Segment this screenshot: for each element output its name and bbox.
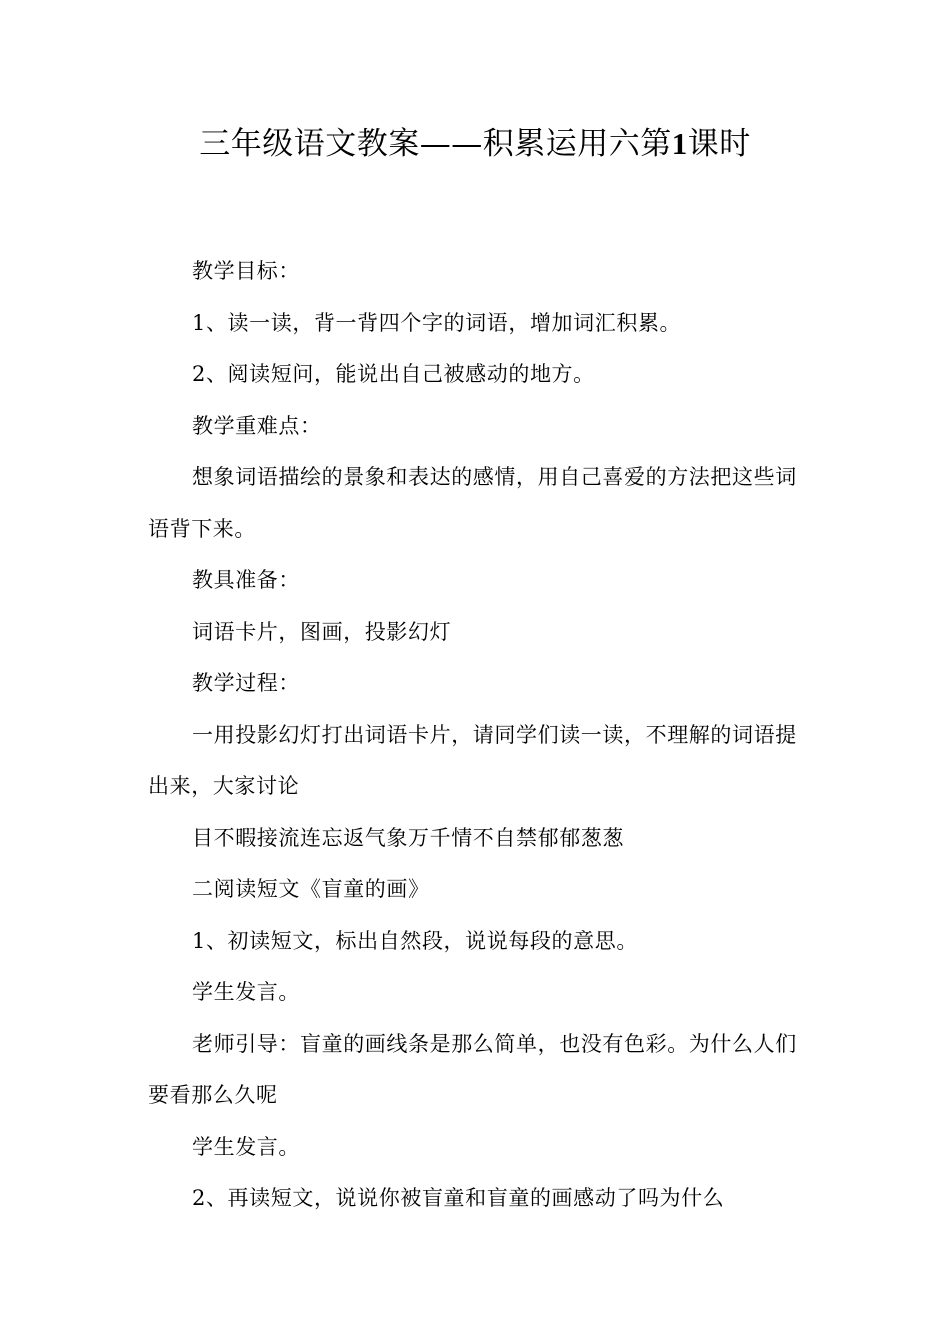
teacher-guidance: 老师引导：盲童的画线条是那么简单，也没有色彩。为什么人们要看那么久呢 xyxy=(148,1031,797,1107)
goal-item-1: 1、读一读，背一背四个字的词语，增加词汇积累。 xyxy=(192,310,682,335)
heading-teaching-process: 教学过程： xyxy=(192,671,300,695)
goal-item-2: 2、阅读短问，能说出自己被感动的地方。 xyxy=(192,362,595,386)
heading-key-difficulties: 教学重难点： xyxy=(192,413,322,438)
key-difficulties-text: 想象词语描绘的景象和表达的感情，用自己喜爱的方法把这些词语背下来。 xyxy=(148,465,797,541)
title-lesson-number: 1 xyxy=(671,126,688,161)
heading-teaching-goals: 教学目标： xyxy=(192,259,300,283)
vocabulary-list: 目不暇接流连忘返气象万千情不自禁郁郁葱葱 xyxy=(192,825,624,850)
process-step-2: 二阅读短文《盲童的画》 xyxy=(192,877,430,901)
heading-teaching-aids: 教具准备： xyxy=(192,568,300,592)
reading-task-2: 2、再读短文，说说你被盲童和盲童的画感动了吗为什么 xyxy=(192,1186,725,1210)
student-response-1: 学生发言。 xyxy=(192,980,300,1004)
reading-task-1: 1、初读短文，标出自然段，说说每段的意思。 xyxy=(192,928,638,953)
teaching-aids-text: 词语卡片，图画，投影幻灯 xyxy=(192,619,452,644)
student-response-2: 学生发言。 xyxy=(192,1134,300,1159)
process-step-1: 一用投影幻灯打出词语卡片，请同学们读一读，不理解的词语提出来，大家讨论 xyxy=(148,722,797,798)
document-body xyxy=(148,246,808,1225)
document-title xyxy=(0,122,950,166)
title-text-after: 课时 xyxy=(687,126,751,162)
title-text-before: 三年级语文教案——积累运用六第 xyxy=(199,126,672,162)
